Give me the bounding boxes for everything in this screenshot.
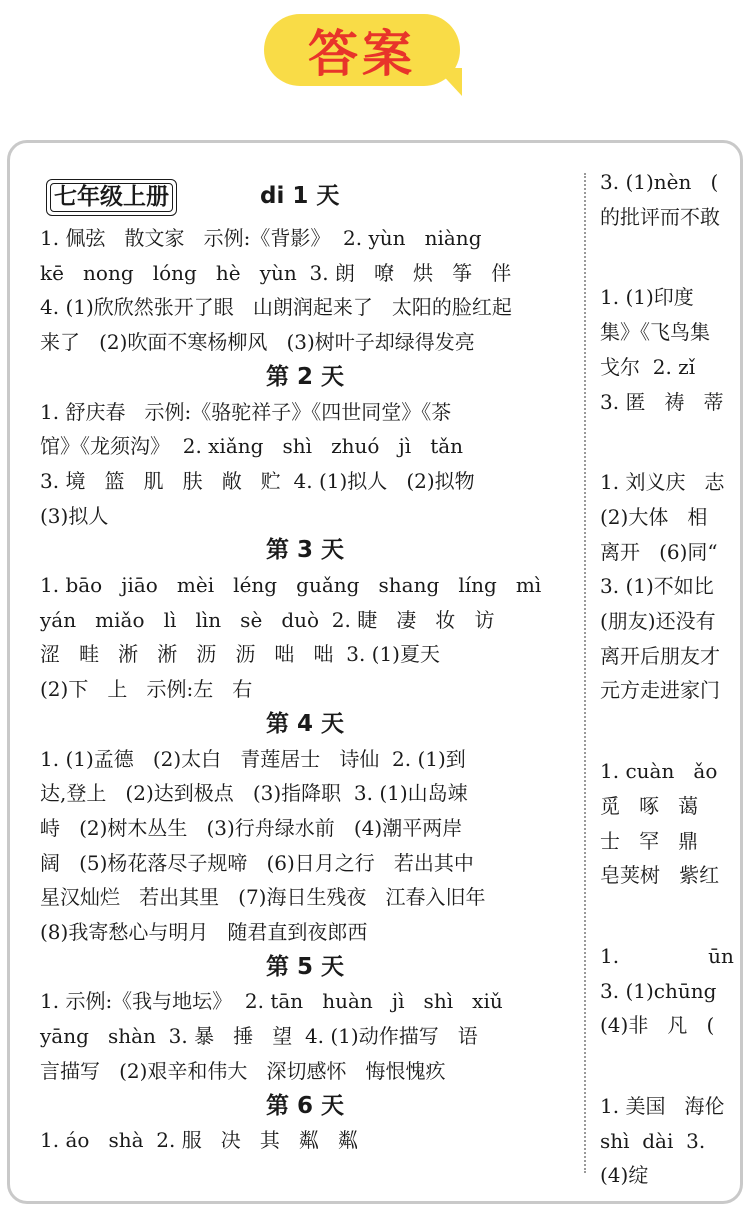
right-line: (4)绽 — [600, 1163, 649, 1188]
answer-badge — [264, 14, 460, 86]
day-1-line: 4. (1)欣欣然张开了眼 山朗润起来了 太阳的脸红起 — [40, 295, 512, 320]
right-line: 离开后朋友才 — [600, 643, 720, 668]
day-3-line: 1. bāo jiāo mèi léng guǎng shang líng mì — [40, 573, 542, 597]
day-4-line: 达,登上 (2)达到极点 (3)指降职 3. (1)山岛竦 — [40, 781, 468, 806]
answer-card — [7, 140, 743, 1204]
spacer — [600, 893, 743, 939]
day-4-line: 1. (1)孟德 (2)太白 青莲居士 诗仙 2. (1)到 — [40, 746, 466, 771]
right-line: 3. (1)不如比 — [600, 574, 714, 599]
day-4-line: (8)我寄愁心与明月 随君直到夜郎西 — [40, 920, 368, 945]
right-line: 元方走进家门 — [600, 678, 720, 703]
day-4-line: 星汉灿烂 若出其里 (7)海日生残夜 江春入旧年 — [40, 885, 486, 910]
answer-banner — [264, 14, 464, 96]
day-4-line: 峙 (2)树木丛生 (3)行舟绿水前 (4)潮平两岸 — [40, 815, 463, 840]
right-line: 的批评而不敢 — [600, 204, 720, 229]
day-1-line: 来了 (2)吹面不寒杨柳风 (3)树叶子却绿得发亮 — [40, 330, 475, 355]
day-3-line: yán miǎo lì lìn sè duò 2. 睫 凄 妆 访 — [40, 607, 495, 632]
day-1-line: 1. 佩弦 散文家 示例:《背影》 2. yùn niàng — [40, 226, 482, 250]
column-divider — [584, 173, 586, 1173]
spacer — [600, 234, 743, 280]
grade-heading-row — [40, 173, 570, 221]
day-2-line: 1. 舒庆春 示例:《骆驼祥子》《四世同堂》《茶 — [40, 399, 452, 424]
spacer — [600, 419, 743, 465]
day-6-heading: 第 6 天 — [265, 1092, 345, 1119]
day-3-line: (2)下 上 示例:左 右 — [40, 677, 253, 702]
right-line: 1. 刘义庆 志 — [600, 470, 725, 495]
day-2-line: 馆》《龙须沟》 2. xiǎng shì zhuó jì tǎn — [40, 434, 464, 459]
right-line: 3. (1)chūng — [600, 978, 717, 1003]
badge-tail — [436, 68, 462, 96]
right-line: 1. ūn — [600, 943, 734, 968]
day-2-line: 3. 境 篮 肌 肤 敞 贮 4. (1)拟人 (2)拟物 — [40, 468, 475, 493]
right-line: 觅 啄 蔼 — [600, 793, 699, 818]
day-1-line: kē nong lóng hè yùn 3. 朗 嘹 烘 筝 伴 — [40, 260, 512, 285]
day-6-line: 1. áo shà 2. 服 决 其 粼 粼 — [40, 1128, 358, 1153]
spacer — [600, 1043, 743, 1089]
day-3-heading: 第 3 天 — [265, 537, 345, 564]
day-4-heading: 第 4 天 — [265, 710, 345, 737]
answer-title: 答案 — [308, 25, 416, 83]
day-5-heading: 第 5 天 — [265, 953, 345, 980]
day-2-line: (3)拟人 — [40, 503, 109, 528]
day-5-line: yāng shàn 3. 暴 捶 望 4. (1)动作描写 语 — [40, 1024, 478, 1049]
day-5-line: 言描写 (2)艰辛和伟大 深切感怀 悔恨愧疚 — [40, 1058, 446, 1083]
right-line: 3. 匿 祷 蒂 — [600, 389, 724, 414]
right-column — [600, 165, 743, 1193]
left-column — [40, 173, 570, 1158]
day-1-heading: di 1 天 — [260, 183, 340, 209]
right-line: shì dài 3. — [600, 1128, 706, 1153]
right-line: 皂荚树 紫红 — [600, 863, 720, 888]
right-line: 离开 (6)同“ — [600, 539, 718, 564]
spacer — [600, 708, 743, 754]
right-line: 戈尔 2. zǐ — [600, 354, 696, 379]
right-line: (4)非 凡 ( — [600, 1013, 715, 1038]
day-5-line: 1. 示例:《我与地坛》 2. tān huàn jì shì xiǔ — [40, 989, 503, 1014]
right-line: 3. (1)nèn ( — [600, 170, 719, 194]
day-2-heading: 第 2 天 — [265, 363, 345, 390]
grade-label: 七年级上册 — [46, 179, 177, 216]
right-line: 1. (1)印度 — [600, 285, 694, 310]
right-line: (2)大体 相 — [600, 504, 708, 529]
right-line: 士 罕 鼎 — [600, 828, 699, 853]
day-3-line: 涩 畦 淅 淅 沥 沥 咄 咄 3. (1)夏天 — [40, 642, 440, 667]
right-line: 1. 美国 海伦 — [600, 1094, 725, 1119]
day-4-line: 阔 (5)杨花落尽子规啼 (6)日月之行 若出其中 — [40, 850, 474, 875]
right-line: 集》《飞鸟集 — [600, 320, 710, 345]
right-line: (朋友)还没有 — [600, 609, 716, 634]
right-line: 1. cuàn ǎo — [600, 759, 718, 784]
